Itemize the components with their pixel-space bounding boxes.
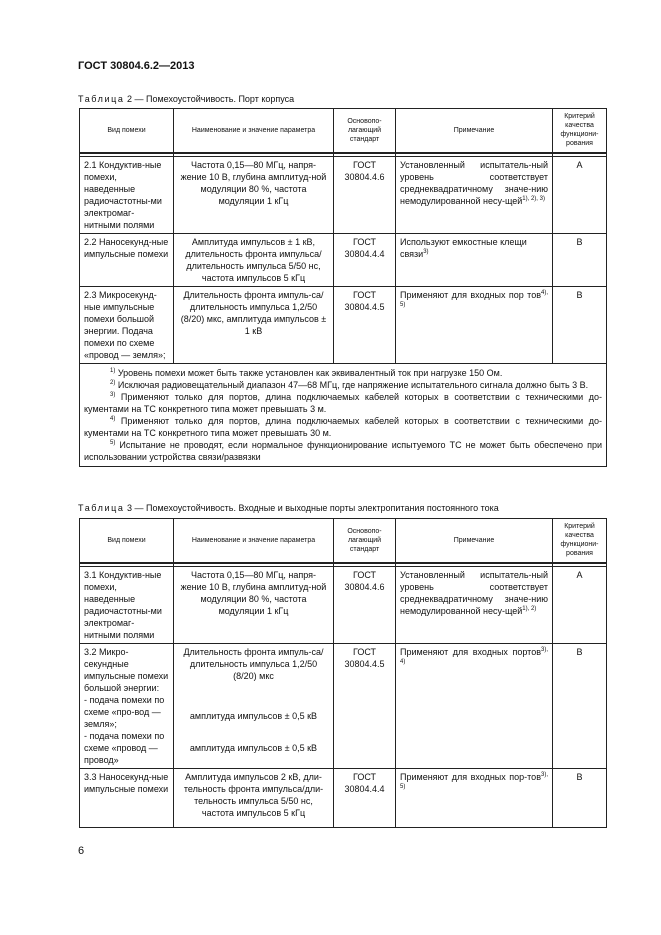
cell-params <box>174 643 334 768</box>
column-header: Основопо-лагающий стандарт <box>334 109 396 153</box>
note-refs: 3), 4) <box>400 646 548 665</box>
cell-note <box>396 566 553 643</box>
column-header: Вид помехи <box>80 519 174 563</box>
cell-params: Частота 0,15—80 МГц, напря-жение 10 В, глубина амплитуд-ной модуляции 80 %, частота модуляции 1 кГц <box>174 566 334 643</box>
cell-criterion: В <box>553 286 607 363</box>
cell-standard: ГОСТ 30804.4.6 <box>334 566 396 643</box>
cell-criterion: В <box>553 768 607 827</box>
footnote-mark: 2) <box>110 379 116 386</box>
footnote <box>84 439 602 463</box>
cell-kind: 2.2 Наносекунд-ные импульсные помехи <box>80 233 174 286</box>
table3 <box>79 518 607 828</box>
column-header: Основопо-лагающий стандарт <box>334 519 396 563</box>
note-text: Установленный испытатель-ный уровень соответствует среднеквадратичному значе-нию немодулированной несу-щей <box>400 569 548 616</box>
params-part: амплитуда импульсов ± 0,5 кВ <box>189 742 318 753</box>
cell-params: Амплитуда импульсов 2 кВ, дли-тельность фронта импульса/дли-тельность импульса 5/50 нс, частота импульсов 5 кГц <box>174 768 334 827</box>
note-refs: 4), 5) <box>400 289 548 308</box>
footnote-text: Применяют только для портов, длина подключаемых кабелей которых в соответствии с техническими до-кументами на ТС конкретного типа может превышать 3 м. <box>84 391 602 414</box>
cell-criterion: А <box>553 566 607 643</box>
column-header: Наименование и значение параметра <box>174 519 334 563</box>
table-row <box>80 768 607 827</box>
footnote-mark: 4) <box>110 415 116 422</box>
column-header: Наименование и значение параметра <box>174 109 334 153</box>
cell-criterion: В <box>553 643 607 768</box>
note-refs: 3) <box>423 248 429 255</box>
footnote-text: Уровень помехи может быть также установлен как эквивалентный ток при нагрузке 150 Ом. <box>115 367 503 378</box>
page-number: 6 <box>78 845 85 857</box>
table3-caption <box>78 503 499 513</box>
cell-kind: 3.1 Кондуктив-ные помехи, наведенные радиочастотны-ми электромаг-нитными полями <box>80 566 174 643</box>
cell-note <box>396 643 553 768</box>
params-part: амплитуда импульсов ± 0,5 кВ <box>189 710 318 721</box>
column-header: Примечание <box>396 109 553 153</box>
table3-header-row <box>80 519 607 563</box>
footnote-mark: 1) <box>110 367 116 374</box>
note-text: Применяют для входных портов <box>400 646 541 657</box>
footnote-mark: 5) <box>110 439 116 446</box>
column-header: Критерий качества функциони-рования <box>553 109 607 153</box>
kind-part: - подача помехи по схеме «про-вод — земля»; <box>84 694 165 729</box>
column-header: Вид помехи <box>80 109 174 153</box>
cell-params: Частота 0,15—80 МГц, напря-жение 10 В, глубина амплитуд-ной модуляции 80 %, частота модуляции 1 кГц <box>174 156 334 233</box>
footnote <box>84 379 602 391</box>
cell-kind <box>80 643 174 768</box>
footnotes <box>80 363 607 466</box>
column-header: Критерий качества функциони-рования <box>553 519 607 563</box>
cell-standard: ГОСТ 30804.4.4 <box>334 233 396 286</box>
table2 <box>79 108 607 467</box>
table-row <box>80 566 607 643</box>
cell-standard: ГОСТ 30804.4.5 <box>334 286 396 363</box>
table3-caption-text: 3 — Помехоустойчивость. Входные и выходные порты электропитания постоянного тока <box>124 503 499 513</box>
footnote-text: Исключая радиовещательный диапазон 47—68 МГц, где напряжение испытательного сигнала должно быть 3 В. <box>115 379 589 390</box>
cell-params: Длительность фронта импуль-са/длительность импульса 1,2/50 (8/20) мкс, амплитуда импульсов ± 1 кВ <box>174 286 334 363</box>
cell-standard: ГОСТ 30804.4.6 <box>334 156 396 233</box>
table3-caption-word: Таблица <box>78 503 125 513</box>
cell-criterion: А <box>553 156 607 233</box>
cell-standard: ГОСТ 30804.4.5 <box>334 643 396 768</box>
table-row <box>80 156 607 233</box>
note-refs: 1), 2), 3) <box>522 195 545 202</box>
cell-note <box>396 233 553 286</box>
cell-kind: 3.3 Наносекунд-ные импульсные помехи <box>80 768 174 827</box>
note-text: Применяют для входных пор-тов <box>400 771 541 782</box>
note-text: Установленный испытатель-ный уровень соответствует среднеквадратичному значе-нию немодулированной несу-щей <box>400 159 548 206</box>
cell-note <box>396 768 553 827</box>
cell-note <box>396 286 553 363</box>
note-text: Применяют для входных пор тов <box>400 289 541 300</box>
footnote <box>84 391 602 415</box>
table2-caption-word: Таблица <box>78 94 125 104</box>
kind-part: - подача помехи по схеме «провод — провод» <box>84 730 165 765</box>
document-title: ГОСТ 30804.6.2—2013 <box>78 60 195 72</box>
footnote-mark: 3) <box>110 391 116 398</box>
footnote-text: Применяют только для портов, длина подключаемых кабелей которых в соответствии с техническими до-кументами на ТС конкретного типа может превышать 30 м. <box>84 415 602 438</box>
cell-note <box>396 156 553 233</box>
column-header: Примечание <box>396 519 553 563</box>
footnote <box>84 415 602 439</box>
table-row <box>80 233 607 286</box>
note-refs: 3), 5) <box>400 771 548 790</box>
cell-standard: ГОСТ 30804.4.4 <box>334 768 396 827</box>
table-row <box>80 286 607 363</box>
cell-kind: 2.1 Кондуктив-ные помехи, наведенные радиочастотны-ми электромаг-нитными полями <box>80 156 174 233</box>
note-text: Используют емкостные клещи связи <box>400 236 527 259</box>
params-part: Длительность фронта импуль-са/длительность импульса 1,2/50 (8/20) мкс <box>183 646 324 681</box>
table2-notes-row <box>80 363 607 466</box>
kind-part: 3.2 Микро-секундные импульсные помехи большой энергии: <box>84 646 169 693</box>
table-row <box>80 643 607 768</box>
table2-caption <box>78 94 294 104</box>
footnote <box>84 367 602 379</box>
cell-kind: 2.3 Микросекунд-ные импульсные помехи большой энергии. Подача помехи по схеме «провод — земля»; <box>80 286 174 363</box>
cell-params: Амплитуда импульсов ± 1 кВ, длительность фронта импульса/ длительность импульса 5/50 нс, частота импульсов 5 кГц <box>174 233 334 286</box>
table2-caption-text: 2 — Помехоустойчивость. Порт корпуса <box>124 94 295 104</box>
table2-header-row <box>80 109 607 153</box>
note-refs: 1), 2) <box>522 605 537 612</box>
cell-criterion: В <box>553 233 607 286</box>
footnote-text: Испытание не проводят, если нормальное функционирование испытуемого ТС не может быть обеспечено при использовании устройства связи/развязки <box>84 439 602 462</box>
